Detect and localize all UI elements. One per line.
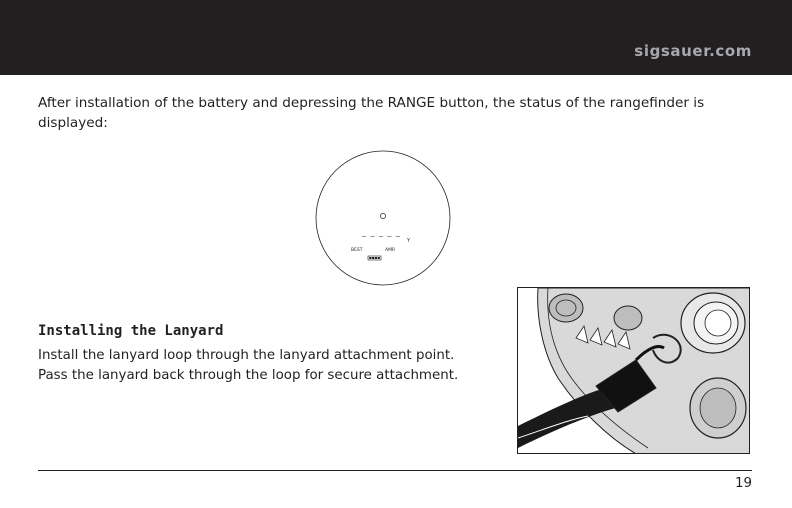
lanyard-line-2: Pass the lanyard back through the loop for secure attachment.: [38, 368, 459, 383]
mode-amr: AMR: [385, 248, 396, 253]
page-header: [0, 0, 792, 75]
lanyard-line-1: Install the lanyard loop through the lanyard attachment point.: [38, 348, 455, 363]
rangefinder-lanyard-drawing: [518, 288, 750, 454]
mode-best: BEST: [351, 248, 363, 253]
page-number: 19: [734, 476, 752, 491]
lanyard-illustration: [517, 287, 750, 454]
display-outline: [316, 151, 450, 285]
footer-rule: [38, 470, 752, 471]
lanyard-section-title: Installing the Lanyard: [38, 323, 224, 339]
site-url: sigsauer.com: [634, 42, 752, 60]
range-dashes: – – – – –: [362, 232, 400, 240]
unit-indicator: Y: [407, 238, 411, 244]
battery-icon: [368, 256, 381, 260]
reticle-icon: [380, 213, 385, 218]
logo-badge-right: [614, 306, 642, 330]
lanyard-instructions: [38, 346, 508, 386]
intro-paragraph: After installation of the battery and depressing the RANGE button, the status of the rangefinder is displayed:: [38, 95, 705, 131]
logo-badge-left: [549, 294, 583, 322]
rangefinder-display-figure: [313, 150, 453, 286]
